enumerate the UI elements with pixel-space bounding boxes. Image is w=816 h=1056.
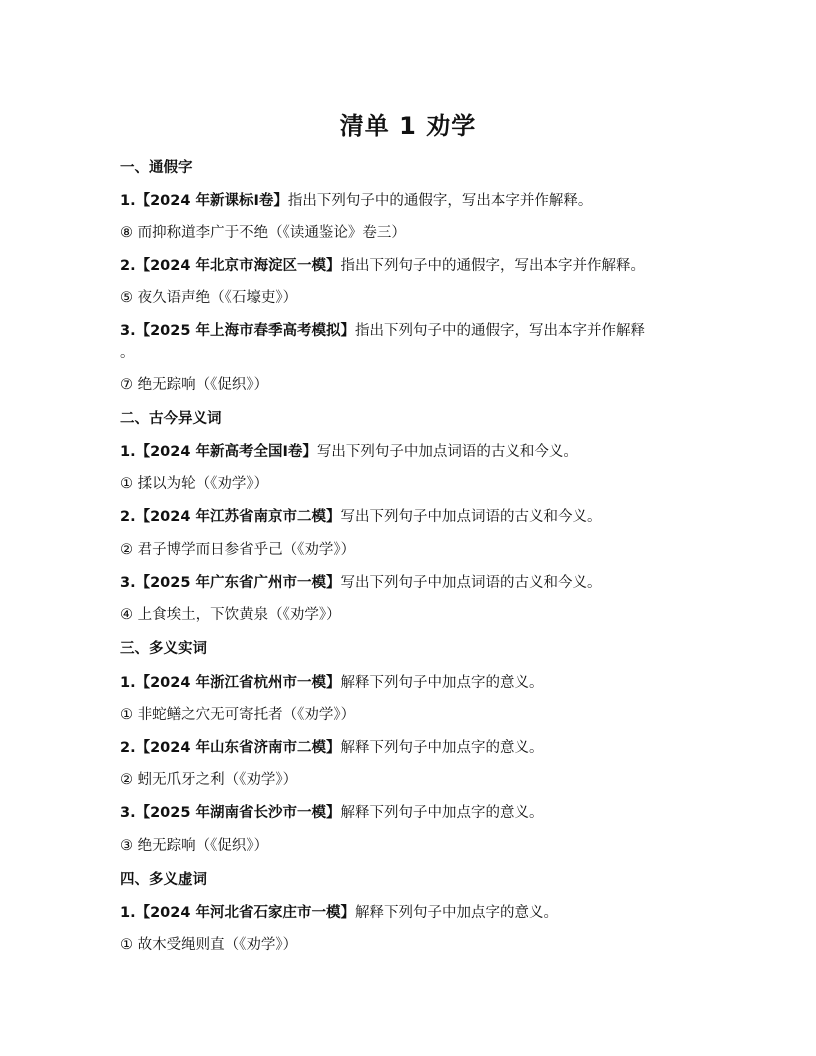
question-instruction: 指出下列句子中的通假字，写出本字并作解释 (355, 323, 646, 339)
question-instruction: 写出下列句子中加点词语的古义和今义。 (340, 509, 602, 525)
question-source-tag: 2.【2024 年北京市海淀区一模】 (120, 258, 341, 274)
example-sentence: ① 揉以为轮（《劝学》） (120, 476, 269, 492)
example-sentence: ⑤ 夜久语声绝（《石壕吏》） (120, 290, 298, 306)
question-source-tag: 1.【2024 年河北省石家庄市一模】 (120, 905, 356, 921)
question-source-tag: 3.【2025 年广东省广州市一模】 (120, 575, 341, 591)
question-line (120, 191, 700, 211)
question-source-tag: 1.【2024 年浙江省杭州市一模】 (120, 675, 341, 691)
question-line (120, 321, 700, 341)
example-sentence: ⑦ 绝无踪响（《促织》） (120, 377, 269, 393)
question-line (120, 803, 700, 823)
question-line (120, 738, 700, 758)
question-source-tag: 2.【2024 年江苏省南京市二模】 (120, 509, 341, 525)
question-line (120, 673, 700, 693)
example-sentence: ② 蚓无爪牙之利（《劝学》） (120, 772, 298, 788)
question-instruction: 解释下列句子中加点字的意义。 (340, 675, 544, 691)
question-instruction: 写出下列句子中加点词语的古义和今义。 (316, 444, 578, 460)
example-sentence: ⑧ 而抑称道李广于不绝（《读通鉴论》卷三） (120, 225, 406, 241)
example-sentence: ① 非蛇鳝之穴无可寄托者（《劝学》） (120, 707, 356, 723)
question-instruction: 写出下列句子中加点词语的古义和今义。 (340, 575, 602, 591)
question-source-tag: 2.【2024 年山东省济南市二模】 (120, 740, 341, 756)
question-line (120, 507, 700, 527)
question-line (120, 442, 700, 462)
question-instruction-tail: 。 (120, 345, 135, 361)
question-source-tag: 1.【2024 年新高考全国Ⅰ卷】 (120, 444, 317, 460)
section-heading-tongjiazi: 一、通假字 (120, 160, 193, 176)
question-line (120, 573, 700, 593)
section-heading-gujinyiyici: 二、古今异义词 (120, 411, 222, 427)
question-source-tag: 3.【2025 年上海市春季高考模拟】 (120, 323, 356, 339)
question-instruction: 指出下列句子中的通假字，写出本字并作解释。 (287, 193, 593, 209)
question-instruction: 解释下列句子中加点字的意义。 (355, 905, 559, 921)
example-sentence: ① 故木受绳则直（《劝学》） (120, 937, 298, 953)
example-sentence: ④ 上食埃土，下饮黄泉（《劝学》） (120, 607, 341, 623)
page-title: 清单 1 劝学 (339, 112, 477, 140)
example-sentence: ③ 绝无踪响（《促织》） (120, 838, 269, 854)
example-sentence: ② 君子博学而日参省乎己（《劝学》） (120, 542, 356, 558)
question-line (120, 903, 700, 923)
question-instruction: 解释下列句子中加点字的意义。 (340, 740, 544, 756)
question-instruction: 解释下列句子中加点字的意义。 (340, 805, 544, 821)
question-source-tag: 3.【2025 年湖南省长沙市一模】 (120, 805, 341, 821)
section-heading-duoyishici: 三、多义实词 (120, 641, 207, 657)
section-heading-duoyixuci: 四、多义虚词 (120, 872, 207, 888)
question-source-tag: 1.【2024 年新课标Ⅰ卷】 (120, 193, 288, 209)
question-line (120, 256, 700, 276)
question-instruction: 指出下列句子中的通假字，写出本字并作解释。 (340, 258, 646, 274)
